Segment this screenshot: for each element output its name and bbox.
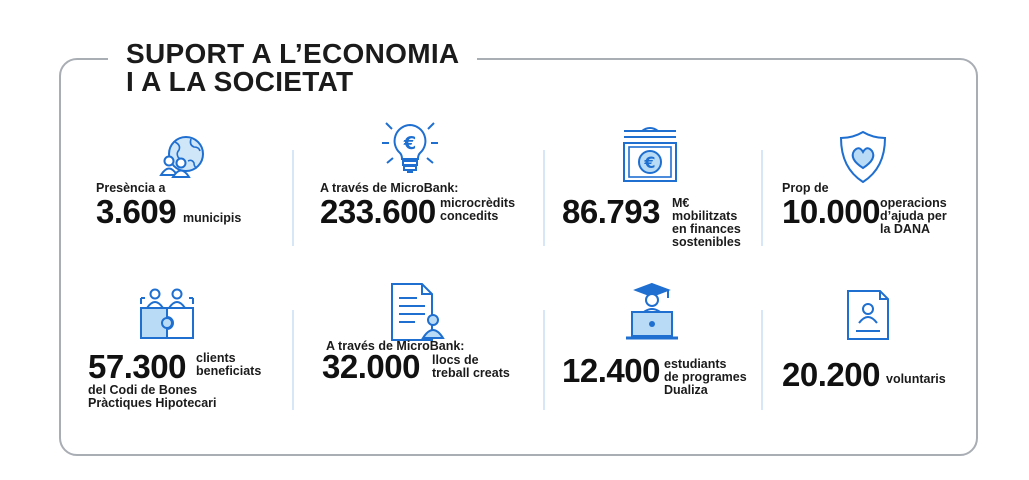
stat-8-suffix: voluntaris (886, 372, 946, 386)
people-puzzle-icon (137, 286, 197, 342)
divider (292, 310, 294, 410)
title-line-2: I A LA SOCIETAT (126, 66, 354, 97)
stat-3-suffix-4: sostenibles (672, 235, 741, 249)
svg-text:€: € (644, 153, 656, 172)
stat-1-prefix: Presència a (96, 181, 166, 195)
stat-2-suffix-2: concedits (440, 209, 499, 223)
stat-1-suffix: municipis (183, 211, 242, 225)
document-person-icon (388, 282, 448, 344)
stat-6-prefix: A través de MicroBank: (326, 339, 465, 353)
stat-3-suffix-3: en finances (672, 222, 741, 236)
euro-banknotes-icon (622, 125, 678, 185)
stat-5-suffix-1: clients (196, 351, 236, 365)
volunteer-certificate-icon (844, 289, 892, 341)
graduate-laptop-icon (624, 282, 680, 344)
divider (543, 310, 545, 410)
stat-4-suffix-1: operacions (880, 196, 947, 210)
stat-7-number: 12.400 (562, 352, 660, 389)
stat-6-suffix-2: treball creats (432, 366, 510, 380)
stat-5-suffix-2: beneficiats (196, 364, 262, 378)
stat-7-suffix-1: estudiants (664, 357, 727, 371)
stat-2-suffix-1: microcrèdits (440, 196, 516, 210)
stat-5-number: 57.300 (88, 348, 186, 385)
heart-shield-icon (837, 130, 889, 186)
stat-4-suffix-2: d’ajuda per (880, 209, 947, 223)
stat-2-prefix: A través de MicroBank: (320, 181, 459, 195)
stat-2-number: 233.600 (320, 193, 436, 230)
divider (543, 150, 545, 246)
stat-5-below-1: del Codi de Bones (88, 383, 198, 397)
stat-6-suffix-1: llocs de (432, 353, 479, 367)
stat-4-prefix: Prop de (782, 181, 829, 195)
section-title (108, 40, 477, 96)
stat-6-number: 32.000 (322, 348, 420, 385)
stat-4-suffix-3: la DANA (880, 222, 931, 236)
stat-7-suffix-3: Dualiza (664, 383, 708, 397)
stat-7-suffix-2: de programes (664, 370, 747, 384)
stat-3-number: 86.793 (562, 193, 660, 230)
stat-5-below-2: Pràctiques Hipotecari (88, 396, 217, 410)
divider (761, 310, 763, 410)
euro-lightbulb-icon (381, 119, 439, 175)
globe-people-icon (158, 133, 206, 179)
stat-1-number: 3.609 (96, 193, 177, 230)
svg-text:€: € (403, 133, 417, 154)
divider (761, 150, 763, 246)
stat-3-suffix-1: M€ (672, 196, 690, 210)
stat-4-number: 10.000 (782, 193, 880, 230)
stat-8-number: 20.200 (782, 356, 880, 393)
divider (292, 150, 294, 246)
title-line-1: SUPORT A L’ECONOMIA (126, 38, 460, 69)
stat-3-suffix-2: mobilitzats (672, 209, 738, 223)
